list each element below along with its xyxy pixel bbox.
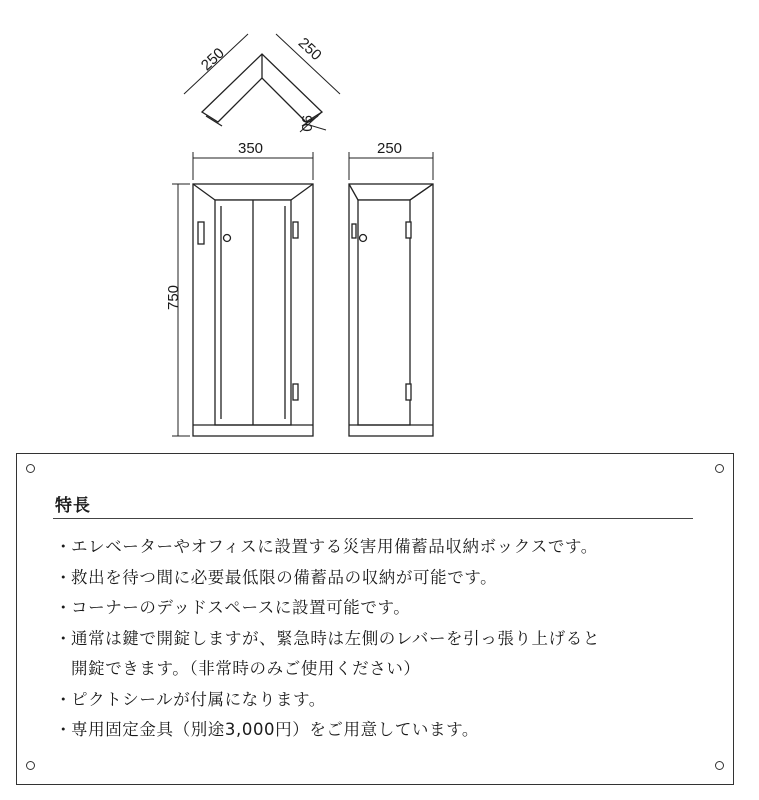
bullet: ・: [55, 598, 73, 617]
bullet: ・: [55, 537, 73, 556]
features-panel: [16, 453, 734, 785]
bullet: ・: [55, 689, 73, 709]
feature-text: エレベーターやオフィスに設置する災害用備蓄品収納ボックスです。: [71, 537, 598, 556]
screw-bottom-right-icon: [715, 761, 724, 770]
list-item: [53, 624, 600, 685]
screw-bottom-left-icon: [26, 761, 35, 770]
feature-text: ピクトシールが付属になります。: [71, 689, 326, 709]
feature-text: 通常は鍵で開錠しますが、緊急時は左側のレバーを引っ張り上げると: [71, 628, 600, 648]
feature-text: コーナーのデッドスペースに設置可能です。: [71, 598, 411, 617]
side-view: [349, 152, 433, 436]
list-item: [53, 532, 600, 563]
screw-top-left-icon: [26, 464, 35, 473]
features-list: [53, 532, 600, 746]
top-dim-left: 250: [197, 44, 228, 75]
feature-text: 救出を待つ間に必要最低限の備蓄品の収納が可能です。: [71, 567, 498, 587]
front-view: [172, 152, 313, 436]
top-dim-right: 250: [294, 34, 325, 64]
features-heading: 特長: [55, 496, 91, 516]
list-item: [53, 685, 600, 716]
list-item: [53, 715, 600, 746]
feature-text-continued: 開錠できます。（非常時のみご使用ください）: [71, 659, 421, 678]
bullet: ・: [55, 628, 73, 648]
feature-text: 専用固定金具（別途3,000円）をご用意しています。: [71, 720, 480, 739]
bullet: ・: [55, 720, 73, 739]
front-dim-height: 750: [165, 284, 182, 310]
front-dim-width: 350: [238, 140, 264, 157]
list-item: [53, 593, 600, 624]
bullet: ・: [55, 567, 73, 587]
top-dim-depth: 90: [298, 115, 315, 132]
screw-top-right-icon: [715, 464, 724, 473]
heading-divider: [53, 518, 693, 519]
list-item: [53, 563, 600, 594]
side-dim-width: 250: [377, 140, 403, 157]
